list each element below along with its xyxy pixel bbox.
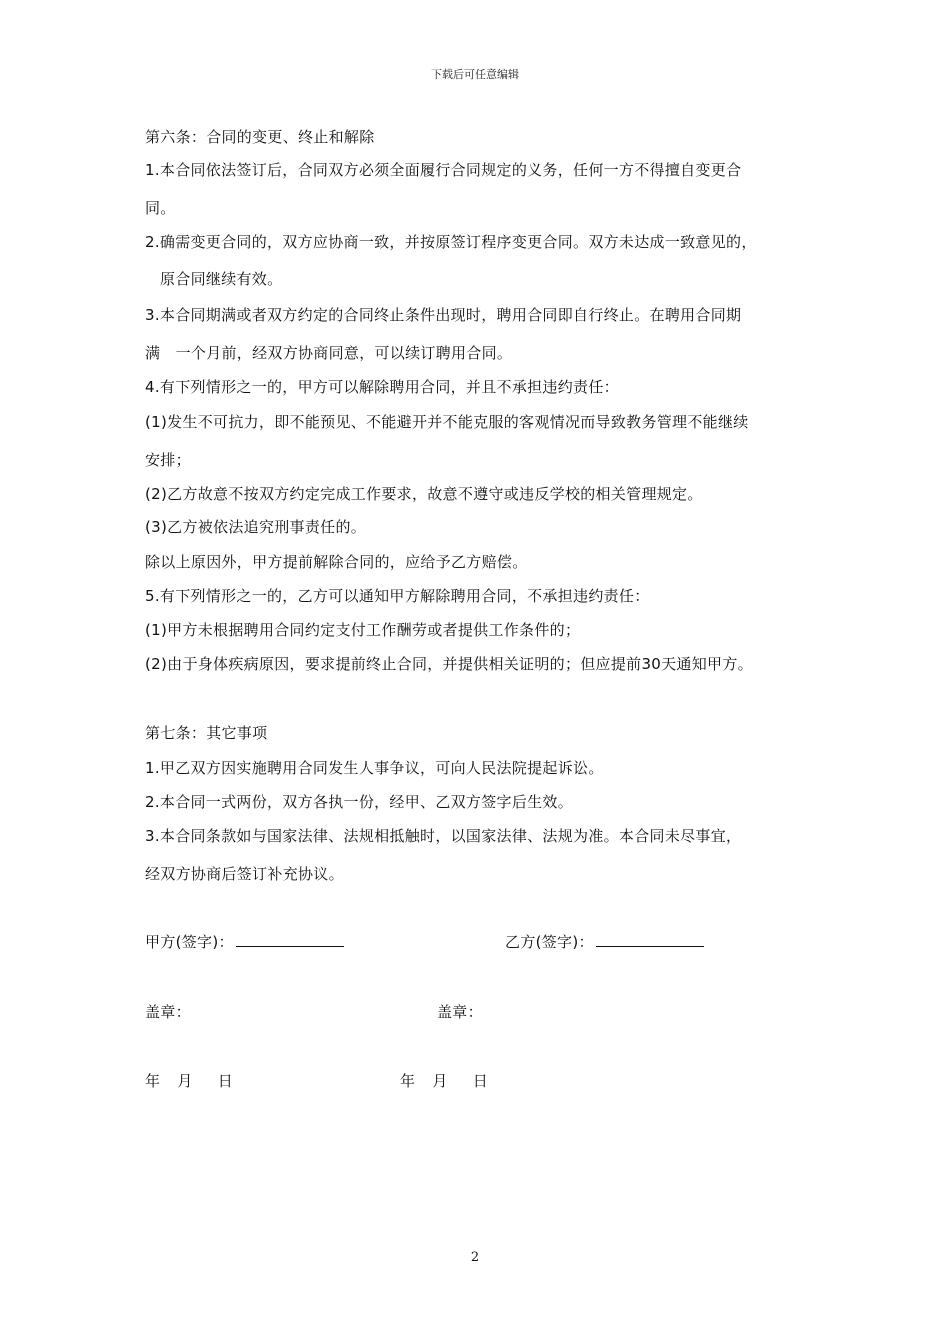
paragraph: 2.本合同一式两份，双方各执一份，经甲、乙双方签字后生效。 (145, 793, 574, 811)
party-b-date (400, 1071, 488, 1091)
paragraph: 满 一个月前，经双方协商同意，可以续订聘用合同。 (145, 344, 513, 362)
section7-title: 第七条：其它事项 (145, 724, 268, 742)
paragraph: 5.有下列情形之一的，乙方可以通知甲方解除聘用合同，不承担违约责任： (145, 587, 650, 605)
year-label: 年 (400, 1072, 416, 1090)
paragraph: (1)甲方未根据聘用合同约定支付工作酬劳或者提供工作条件的； (145, 621, 581, 639)
paragraph: 同。 (145, 199, 176, 217)
month-label: 月 (177, 1072, 193, 1090)
party-b-signature (505, 932, 704, 952)
paragraph: 3.本合同条款如与国家法律、法规相抵触时，以国家法律、法规为准。本合同未尽事宜， (145, 827, 742, 845)
party-a-date (145, 1071, 233, 1091)
paragraph: (2)由于身体疾病原因，要求提前终止合同，并提供相关证明的；但应提前30天通知甲方。 (145, 655, 753, 673)
page-header: 下载后可任意编辑 (431, 68, 519, 81)
party-a-signature-line (236, 932, 344, 947)
party-a-label: 甲方(签字)： (145, 933, 234, 951)
paragraph: 1.本合同依法签订后，合同双方必须全面履行合同规定的义务，任何一方不得擅自变更合 (145, 161, 742, 179)
section6-title: 第六条：合同的变更、终止和解除 (145, 128, 375, 146)
paragraph: 原合同继续有效。 (160, 270, 283, 288)
year-label: 年 (145, 1072, 161, 1090)
paragraph: (1)发生不可抗力，即不能预见、不能避开并不能克服的客观情况而导致教务管理不能继续 (145, 413, 749, 431)
paragraph: 经双方协商后签订补充协议。 (145, 865, 344, 883)
party-b-label: 乙方(签字)： (505, 933, 594, 951)
month-label: 月 (432, 1072, 448, 1090)
paragraph: 3.本合同期满或者双方约定的合同终止条件出现时，聘用合同即自行终止。在聘用合同期 (145, 306, 742, 324)
page-number: 2 (470, 1250, 480, 1265)
party-b-seal: 盖章： (437, 1003, 483, 1021)
paragraph: 2.确需变更合同的，双方应协商一致，并按原签订程序变更合同。双方未达成一致意见的， (145, 233, 757, 251)
party-a-signature (145, 932, 344, 952)
day-label: 日 (472, 1072, 489, 1090)
paragraph: 1.甲乙双方因实施聘用合同发生人事争议，可向人民法院提起诉讼。 (145, 759, 604, 777)
party-a-seal: 盖章： (145, 1003, 191, 1021)
party-b-signature-line (596, 932, 704, 947)
paragraph: 除以上原因外，甲方提前解除合同的，应给予乙方赔偿。 (145, 553, 528, 571)
paragraph: 4.有下列情形之一的，甲方可以解除聘用合同，并且不承担违约责任： (145, 378, 619, 396)
paragraph: (2)乙方故意不按双方约定完成工作要求，故意不遵守或违反学校的相关管理规定。 (145, 485, 703, 503)
paragraph: 安排； (145, 451, 191, 469)
day-label: 日 (217, 1072, 234, 1090)
paragraph: (3)乙方被依法追究刑事责任的。 (145, 518, 367, 536)
